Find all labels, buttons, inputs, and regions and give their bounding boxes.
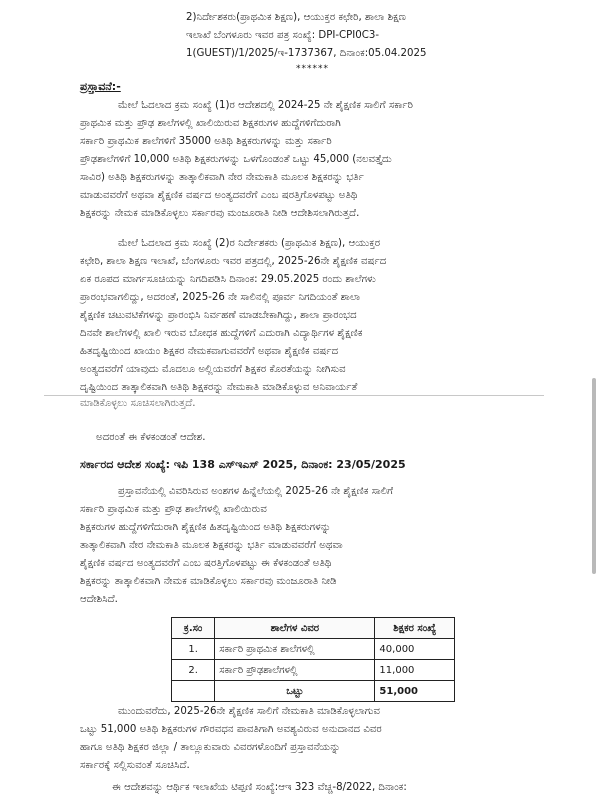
- order-heading: ಸರ್ಕಾರದ ಆದೇಶ ಸಂಖ್ಯೆ: ಇಪಿ 138 ಎಸ್‌ಇಎಸ್ 2025, ದಿನಾಂಕ: 23/05/2025: [80, 458, 406, 471]
- table-total-row: [172, 681, 455, 702]
- paragraph-line: ಸರ್ಕಾರಿ ಪ್ರಾಥಮಿಕ ಶಾಲೆಗಳಿಗೆ 35000 ಅತಿಥಿ ಶಿಕ್ಷಕರುಗಳನ್ನು ಮತ್ತು ಸರ್ಕಾರಿ: [80, 136, 332, 147]
- paragraph-line: ಏಕ ರೂಪದ ಮಾರ್ಗಸೂಚಿಯನ್ನು ನಿಗದಿಪಡಿಸಿ ದಿನಾಂಕ: 29.05.2025 ರಂದು ಶಾಲೆಗಳು: [80, 274, 376, 285]
- table-header-row: [172, 618, 455, 639]
- preamble-heading: ಪ್ರಸ್ತಾವನೆ:-: [80, 80, 121, 93]
- paragraph-line: ಶೈಕ್ಷಣಿಕ ವರ್ಷದ ಅಂತ್ಯದವರೆಗೆ ಎಂಬ ಷರತ್ತಿಗೊಳಪಟ್ಟು ಈ ಕೆಳಕಂಡಂತೆ ಅತಿಥಿ: [80, 558, 332, 569]
- paragraph-line: ತಾತ್ಕಾಲಿಕವಾಗಿ ನೇರ ನೇಮಕಾತಿ ಮೂಲಕ ಶಿಕ್ಷಕರನ್ನು ಭರ್ತಿ ಮಾಡುವವರೆಗೆ ಅಥವಾ: [80, 540, 343, 551]
- paragraph-line: ಹಾಗೂ ಅತಿಥಿ ಶಿಕ್ಷಕರ ಜಿಲ್ಲಾ / ತಾಲ್ಲೂಕುವಾರು ವಿವರಗಳೊಂದಿಗೆ ಪ್ರಸ್ತಾವನೆಯನ್ನು: [80, 742, 341, 753]
- reference-line: 1(GUEST)/1/2025/ಇ-1737367, ದಿನಾಂಕ:05.04.2025: [186, 48, 427, 59]
- table-cell-detail: ಸರ್ಕಾರಿ ಪ್ರೌಢಶಾಲೆಗಳಲ್ಲಿ: [215, 660, 375, 681]
- table-cell-count: 11,000: [375, 660, 455, 681]
- reference-line: ಇಲಾಖೆ ಬೆಂಗಳೂರು ಇವರ ಪತ್ರ ಸಂಖ್ಯೆ: DPI-CPI0C3-: [186, 30, 380, 41]
- paragraph-line: ಮೇಲೆ ಓದಲಾದ ಕ್ರಮ ಸಂಖ್ಯೆ (1)ರ ಆದೇಶದಲ್ಲಿ 2024-25 ನೇ ಶೈಕ್ಷಣಿಕ ಸಾಲಿಗೆ ಸರ್ಕಾರಿ: [118, 100, 414, 111]
- separator-stars: ******: [296, 64, 329, 74]
- paragraph-line: ದಿನವೇ ಶಾಲೆಗಳಲ್ಲಿ ಖಾಲಿ ಇರುವ ಬೋಧಕ ಹುದ್ದೆಗಳಿಗೆ ಎದುರಾಗಿ ವಿದ್ಯಾರ್ಥಿಗಳ ಶೈಕ್ಷಣಿಕ: [80, 328, 363, 339]
- order-intro: ಅದರಂತೆ ಈ ಕೆಳಕಂಡಂತೆ ಆದೇಶ.: [96, 432, 206, 443]
- paragraph-line: ಶಿಕ್ಷಕರನ್ನು ತಾತ್ಕಾಲಿಕವಾಗಿ ನೇಮಕ ಮಾಡಿಕೊಳ್ಳಲು ಸರ್ಕಾರವು ಮಂಜೂರಾತಿ ನೀಡಿ: [80, 576, 337, 587]
- teachers-table: [171, 617, 455, 702]
- paragraph-line: ಶಿಕ್ಷಕರುಗಳ ಹುದ್ದೆಗಳಿಗೆದುರಾಗಿ ಶೈಕ್ಷಣಿಕ ಹಿತದೃಷ್ಟಿಯಿಂದ ಅತಿಥಿ ಶಿಕ್ಷಕರುಗಳನ್ನು: [80, 522, 332, 533]
- paragraph-line: ಮುಂದುವರೆದು, 2025-26ನೇ ಶೈಕ್ಷಣಿಕ ಸಾಲಿಗೆ ನೇಮಕಾತಿ ಮಾಡಿಕೊಳ್ಳಲಾಗುವ: [118, 706, 380, 717]
- column-header: ಶಿಕ್ಷಕರ ಸಂಖ್ಯೆ: [375, 618, 455, 639]
- paragraph-line: ಪ್ರೌಢಶಾಲೆಗಳಿಗೆ 10,000 ಅತಿಥಿ ಶಿಕ್ಷಕರುಗಳನ್ನು ಒಳಗೊಂಡಂತೆ ಒಟ್ಟು 45,000 (ನಲವತ್ತೈದು: [80, 154, 392, 165]
- paragraph-line: ಮೇಲೆ ಓದಲಾದ ಕ್ರಮ ಸಂಖ್ಯೆ (2)ರ ನಿರ್ದೇಶಕರು (ಪ್ರಾಥಮಿಕ ಶಿಕ್ಷಣ), ಆಯುಕ್ತರ: [118, 238, 381, 249]
- paragraph-line: ಮಾಡುವವರೆಗೆ ಅಥವಾ ಶೈಕ್ಷಣಿಕ ವರ್ಷದ ಅಂತ್ಯದವರೆಗೆ ಎಂಬ ಷರತ್ತಿಗೊಳಪಟ್ಟು ಅತಿಥಿ: [80, 190, 358, 201]
- reference-line: 2)ನಿರ್ದೇಶಕರು(ಪ್ರಾಥಮಿಕ ಶಿಕ್ಷಣ), ಆಯುಕ್ತರ ಕಛೇರಿ, ಶಾಲಾ ಶಿಕ್ಷಣ: [186, 12, 406, 23]
- closing-last-line: ಈ ಆದೇಶವನ್ನು ಆರ್ಥಿಕ ಇಲಾಖೆಯ ಟಿಪ್ಪಣಿ ಸಂಖ್ಯೆ:ಆಇ 323 ವೆಚ್ಚ-8/2022, ದಿನಾಂಕ:: [112, 782, 407, 793]
- table-cell-empty: [172, 681, 215, 702]
- paragraph-line: ಪ್ರಾರಂಭವಾಗಲಿದ್ದು, ಅದರಂತೆ, 2025-26 ನೇ ಸಾಲಿನಲ್ಲಿ ಪೂರ್ವ ನಿಗದಿಯಂತೆ ಶಾಲಾ: [80, 292, 361, 303]
- paragraph-line: ಆದೇಶಿಸಿದೆ.: [80, 594, 118, 605]
- paragraph-line: ಸರ್ಕಾರಿ ಪ್ರಾಥಮಿಕ ಮತ್ತು ಪ್ರೌಢ ಶಾಲೆಗಳಲ್ಲಿ ಖಾಲಿಯಿರುವ: [80, 504, 267, 515]
- paragraph-line: ಸಾವಿರ) ಅತಿಥಿ ಶಿಕ್ಷಕರುಗಳನ್ನು ತಾತ್ಕಾಲಿಕವಾಗಿ ನೇರ ನೇಮಕಾತಿ ಮೂಲಕ ಶಿಕ್ಷಕರನ್ನು ಭರ್ತಿ: [80, 172, 364, 183]
- table-row: [172, 639, 455, 660]
- table-cell-sn: 2.: [172, 660, 215, 681]
- paragraph-line-cut: ಮಾಡಿಕೊಳ್ಳಲು ಸೂಚಿಸಲಾಗಿರುತ್ತದೆ.: [80, 398, 196, 409]
- table-row: [172, 660, 455, 681]
- page-fold-divider: [44, 395, 544, 396]
- table-cell-sn: 1.: [172, 639, 215, 660]
- paragraph-line: ಪ್ರಾಥಮಿಕ ಮತ್ತು ಪ್ರೌಢ ಶಾಲೆಗಳಲ್ಲಿ ಖಾಲಿಯಿರುವ ಶಿಕ್ಷಕರುಗಳ ಹುದ್ದೆಗಳಿಗೆದುರಾಗಿ: [80, 118, 341, 129]
- scrollbar[interactable]: [592, 378, 596, 574]
- table-total-value: 51,000: [375, 681, 455, 702]
- column-header: ಕ್ರ.ಸಂ: [172, 618, 215, 639]
- table-cell-detail: ಸರ್ಕಾರಿ ಪ್ರಾಥಮಿಕ ಶಾಲೆಗಳಲ್ಲಿ: [215, 639, 375, 660]
- column-header: ಶಾಲೆಗಳ ವಿವರ: [215, 618, 375, 639]
- paragraph-line: ಶೈಕ್ಷಣಿಕ ಚಟುವಟಿಕೆಗಳನ್ನು ಪ್ರಾರಂಭಿಸಿ ನಿರ್ವಹಣೆ ಮಾಡಬೇಕಾಗಿದ್ದು, ಶಾಲಾ ಪ್ರಾರಂಭದ: [80, 310, 357, 321]
- paragraph-line: ಅಂತ್ಯದವರೆಗೆ ಯಾವುದು ಮೊದಲೂ ಅಲ್ಲಿಯವರೆಗೆ ಶಿಕ್ಷಕರ ಕೊರತೆಯನ್ನು ನೀಗಿಸುವ: [80, 364, 346, 375]
- paragraph-line: ಹಿತದೃಷ್ಟಿಯಿಂದ ಖಾಯಂ ಶಿಕ್ಷಕರ ನೇಮಕವಾಗುವವರೆಗೆ ಅಥವಾ ಶೈಕ್ಷಣಿಕ ವರ್ಷದ: [80, 346, 339, 357]
- paragraph-line: ಒಟ್ಟು 51,000 ಅತಿಥಿ ಶಿಕ್ಷಕರುಗಳ ಗೌರವಧನ ಪಾವತಿಗಾಗಿ ಅವಶ್ಯವಿರುವ ಅನುದಾನದ ವಿವರ: [80, 724, 382, 735]
- paragraph-line: ದೃಷ್ಟಿಯಿಂದ ತಾತ್ಕಾಲಿಕವಾಗಿ ಅತಿಥಿ ಶಿಕ್ಷಕರನ್ನು ನೇಮಕಾತಿ ಮಾಡಿಕೊಳ್ಳುವ ಅನಿವಾರ್ಯತೆ: [80, 382, 358, 393]
- paragraph-line: ಸರ್ಕಾರಕ್ಕೆ ಸಲ್ಲಿಸುವಂತೆ ಸೂಚಿಸಿದೆ.: [80, 760, 190, 771]
- paragraph-line: ಶಿಕ್ಷಕರನ್ನು ನೇಮಕ ಮಾಡಿಕೊಳ್ಳಲು ಸರ್ಕಾರವು ಮಂಜೂರಾತಿ ನೀಡಿ ಆದೇಶಿಸಲಾಗಿರುತ್ತದೆ.: [80, 208, 360, 219]
- table-total-label: ಒಟ್ಟು: [215, 681, 375, 702]
- paragraph-line: ಕಛೇರಿ, ಶಾಲಾ ಶಿಕ್ಷಣ ಇಲಾಖೆ, ಬೆಂಗಳೂರು ಇವರ ಪತ್ರದಲ್ಲಿ, 2025-26ನೇ ಶೈಕ್ಷಣಿಕ ವರ್ಷದ: [80, 256, 387, 267]
- paragraph-line: ಪ್ರಸ್ತಾವನೆಯಲ್ಲಿ ವಿವರಿಸಿರುವ ಅಂಶಗಳ ಹಿನ್ನೆಲೆಯಲ್ಲಿ 2025-26 ನೇ ಶೈಕ್ಷಣಿಕ ಸಾಲಿಗೆ: [118, 486, 394, 497]
- table-cell-count: 40,000: [375, 639, 455, 660]
